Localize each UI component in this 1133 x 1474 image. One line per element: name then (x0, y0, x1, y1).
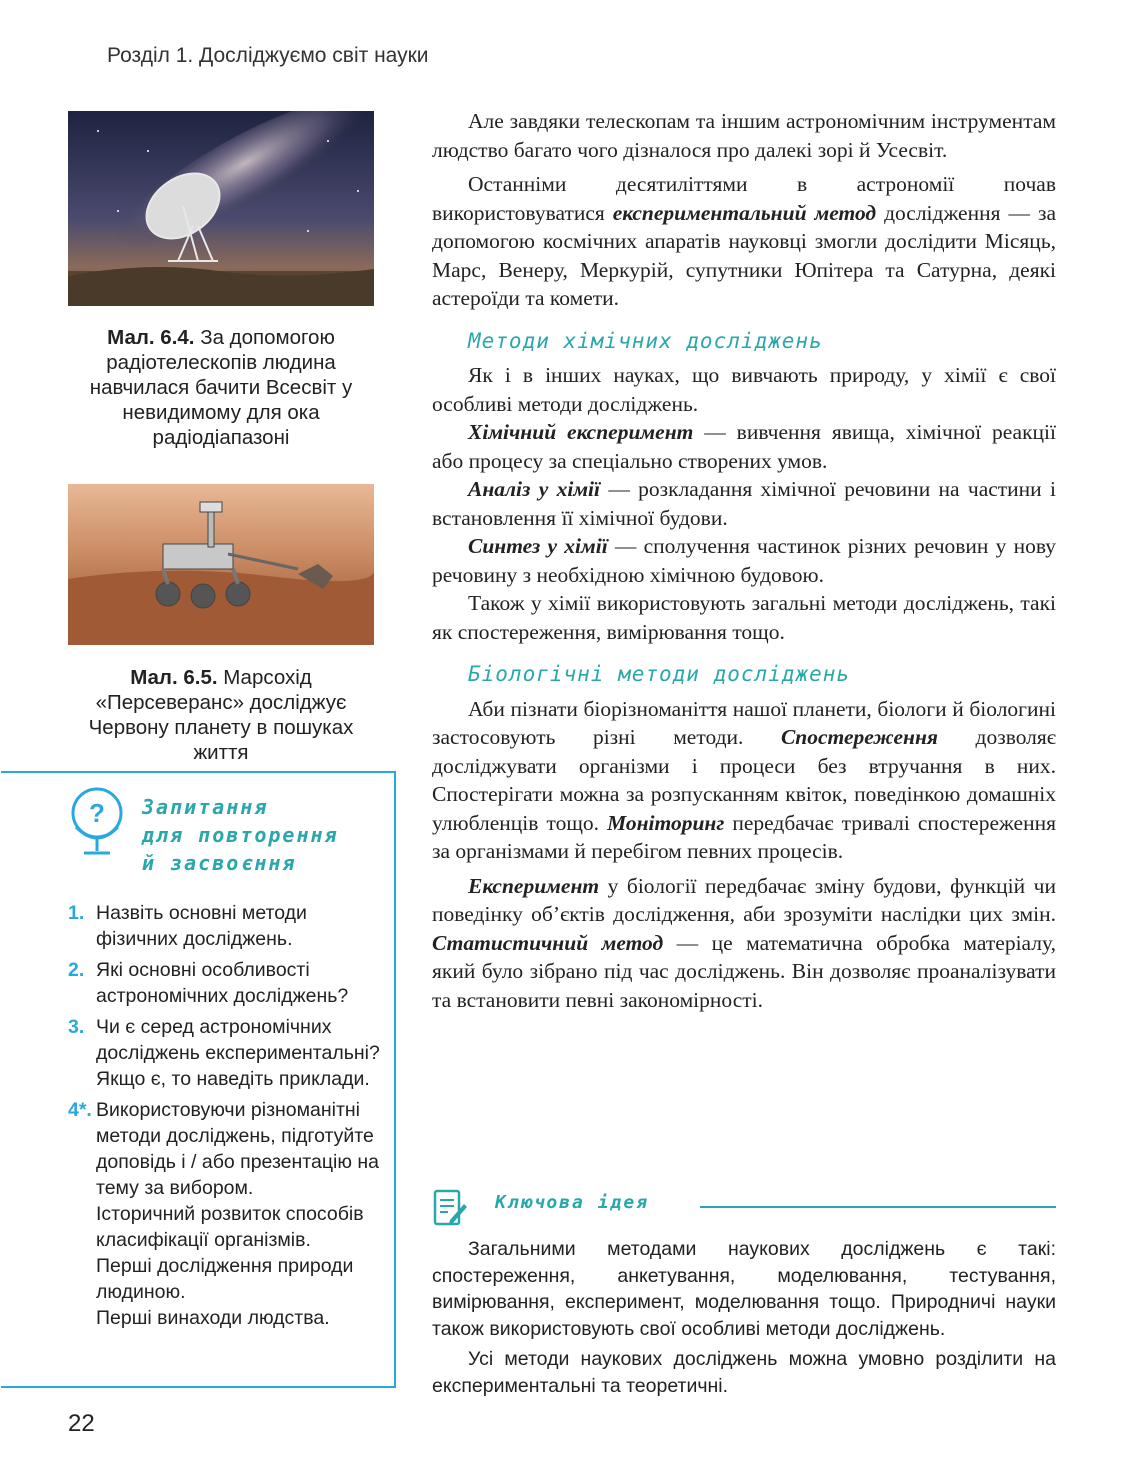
questions-title-line: й засвоєння (142, 851, 297, 875)
text-run: Останніми десятиліттями в астрономії почав використовуватися (432, 172, 1056, 225)
question-number: 4*. (68, 1099, 92, 1121)
text-run: — розкладання хімічної речовини на частини і встановлення її хімічної будови. (432, 477, 1056, 530)
term-emphasis: Хімічний експеримент (468, 420, 694, 444)
notepad-pencil-icon (432, 1186, 468, 1233)
text-run: — сполучення частинок різних речовин у нову речовину з необхідною хімічною будовою. (432, 534, 1057, 587)
paragraph (432, 170, 1056, 313)
section-heading-chemistry: Методи хімічних досліджень (468, 328, 823, 353)
question-item (68, 900, 380, 952)
question-line: Використовуючи різноманітні методи досліджень, підготуйте доповідь і / або презентацію на тему за вибором. (96, 1099, 380, 1199)
key-idea-title: Ключова ідея (495, 1192, 650, 1213)
paragraph (432, 532, 1056, 589)
question-line: Історичний розвиток способів класифікації організмів. (96, 1203, 364, 1251)
key-idea-paragraph: Загальними методами наукових досліджень є такі: спостереження, анкетування, моделювання, тестування, вимірювання, експеримент, моделювання тощо. Природничі науки також використовують свої особливі методи досліджень. (432, 1238, 1056, 1340)
paragraph (432, 872, 1056, 1015)
page-number: 22 (68, 1410, 95, 1437)
paragraph (432, 475, 1056, 532)
mars-rover-photo (68, 484, 374, 645)
term-emphasis: Статистичний метод (432, 930, 664, 955)
question-item (68, 957, 380, 1009)
question-line: Перші винаходи людства. (96, 1307, 330, 1329)
key-idea-text (432, 1236, 1056, 1403)
text-run: Аби пізнати біорізноманіття нашої планети, біологи й біологині застосовують різні методи. (432, 696, 1056, 749)
paragraph: Також у хімії використовують загальні методи досліджень, такі як спостереження, вимірювання тощо. (432, 591, 1056, 644)
radio-telescope-photo (68, 111, 374, 306)
section-heading-biology: Біологічні методи досліджень (468, 662, 851, 686)
question-number: 1. (68, 902, 85, 924)
figure-label: Мал. 6.4. (107, 326, 195, 349)
paragraph: Але завдяки телескопам та іншим астрономічним інструментам людство багато чого дізналося про далекі зорі й Усесвіт. (432, 109, 1056, 162)
question-text: Чи є серед астрономічних досліджень експериментальні? Якщо є, то наведіть приклади. (96, 1016, 380, 1090)
term-emphasis: Спостереження (780, 725, 938, 749)
figure-caption-text: За допомогою радіотелескопів людина навчилася бачити Всесвіт у невидимому для ока радіодіапазоні (89, 326, 353, 449)
text-run: — вивчення явища, хімічної реакції або процесу за спеціально створених умов. (432, 420, 1056, 473)
term-emphasis: Експеримент (468, 873, 600, 898)
question-number: 3. (68, 1016, 85, 1038)
paragraph (432, 695, 1056, 866)
questions-title-line: Запитання (142, 795, 269, 819)
text-run: у біології передбачає зміну будови, функцій чи поведінку об’єктів дослідження, аби зрозуміти наслідки цих змін. (432, 873, 1056, 926)
question-item (68, 1097, 380, 1331)
text-run: — це математична обробка матеріалу, який було зібрано під час досліджень. Він дозволяє проаналізувати та встановити певні закономірності. (432, 930, 1056, 1012)
questions-list (68, 900, 380, 1336)
paragraph: Як і в інших науках, що вивчають природу, у хімії є свої особливі методи досліджень. (432, 363, 1056, 416)
key-idea-divider (700, 1206, 1056, 1208)
paragraph (432, 418, 1056, 475)
question-text: Які основні особливості астрономічних досліджень? (96, 959, 349, 1007)
figure-caption-6-4 (68, 325, 374, 450)
text-run: передбачає тривалі спостереження за організмами й перебігом певних процесів. (432, 810, 1057, 863)
question-number: 2. (68, 959, 85, 981)
questions-title-line: для повторення (142, 823, 339, 847)
term-emphasis: Моніторинг (607, 810, 725, 835)
term-emphasis: експериментальний метод (612, 200, 877, 225)
text-run: дозволяє досліджувати організми і процеси без втручання в них. Спостерігати можна за розпусканням квіток, поведінкою домашніх улюбленців тощо. (432, 725, 1057, 835)
key-idea-paragraph: Усі методи наукових досліджень можна умовно розділити на експериментальні та теоретичні. (432, 1348, 1056, 1397)
term-emphasis: Синтез у хімії (468, 534, 608, 558)
figure-caption-text: Марсохід «Персеверанс» досліджує Червону планету в пошуках життя (88, 666, 354, 764)
term-emphasis: Аналіз у хімії (468, 477, 600, 501)
text-run: дослідження — за допомогою космічних апаратів науковці змогли дослідити Місяць, Марс, Венеру, Меркурій, супутники Юпітера та Сатурна, деякі астероїди та комети. (432, 200, 1056, 310)
question-text: Назвіть основні методи фізичних досліджень. (96, 902, 307, 950)
svg-text:?: ? (89, 798, 105, 828)
questions-title (142, 793, 339, 877)
figure-label: Мал. 6.5. (130, 666, 218, 689)
question-globe-icon (68, 783, 126, 866)
question-text (96, 1097, 380, 1331)
figure-caption-6-5 (68, 665, 374, 765)
main-text (432, 107, 1056, 1014)
question-item (68, 1014, 380, 1092)
question-line: Перші дослідження природи людиною. (96, 1255, 354, 1303)
chapter-header: Розділ 1. Досліджуємо світ науки (107, 44, 429, 67)
